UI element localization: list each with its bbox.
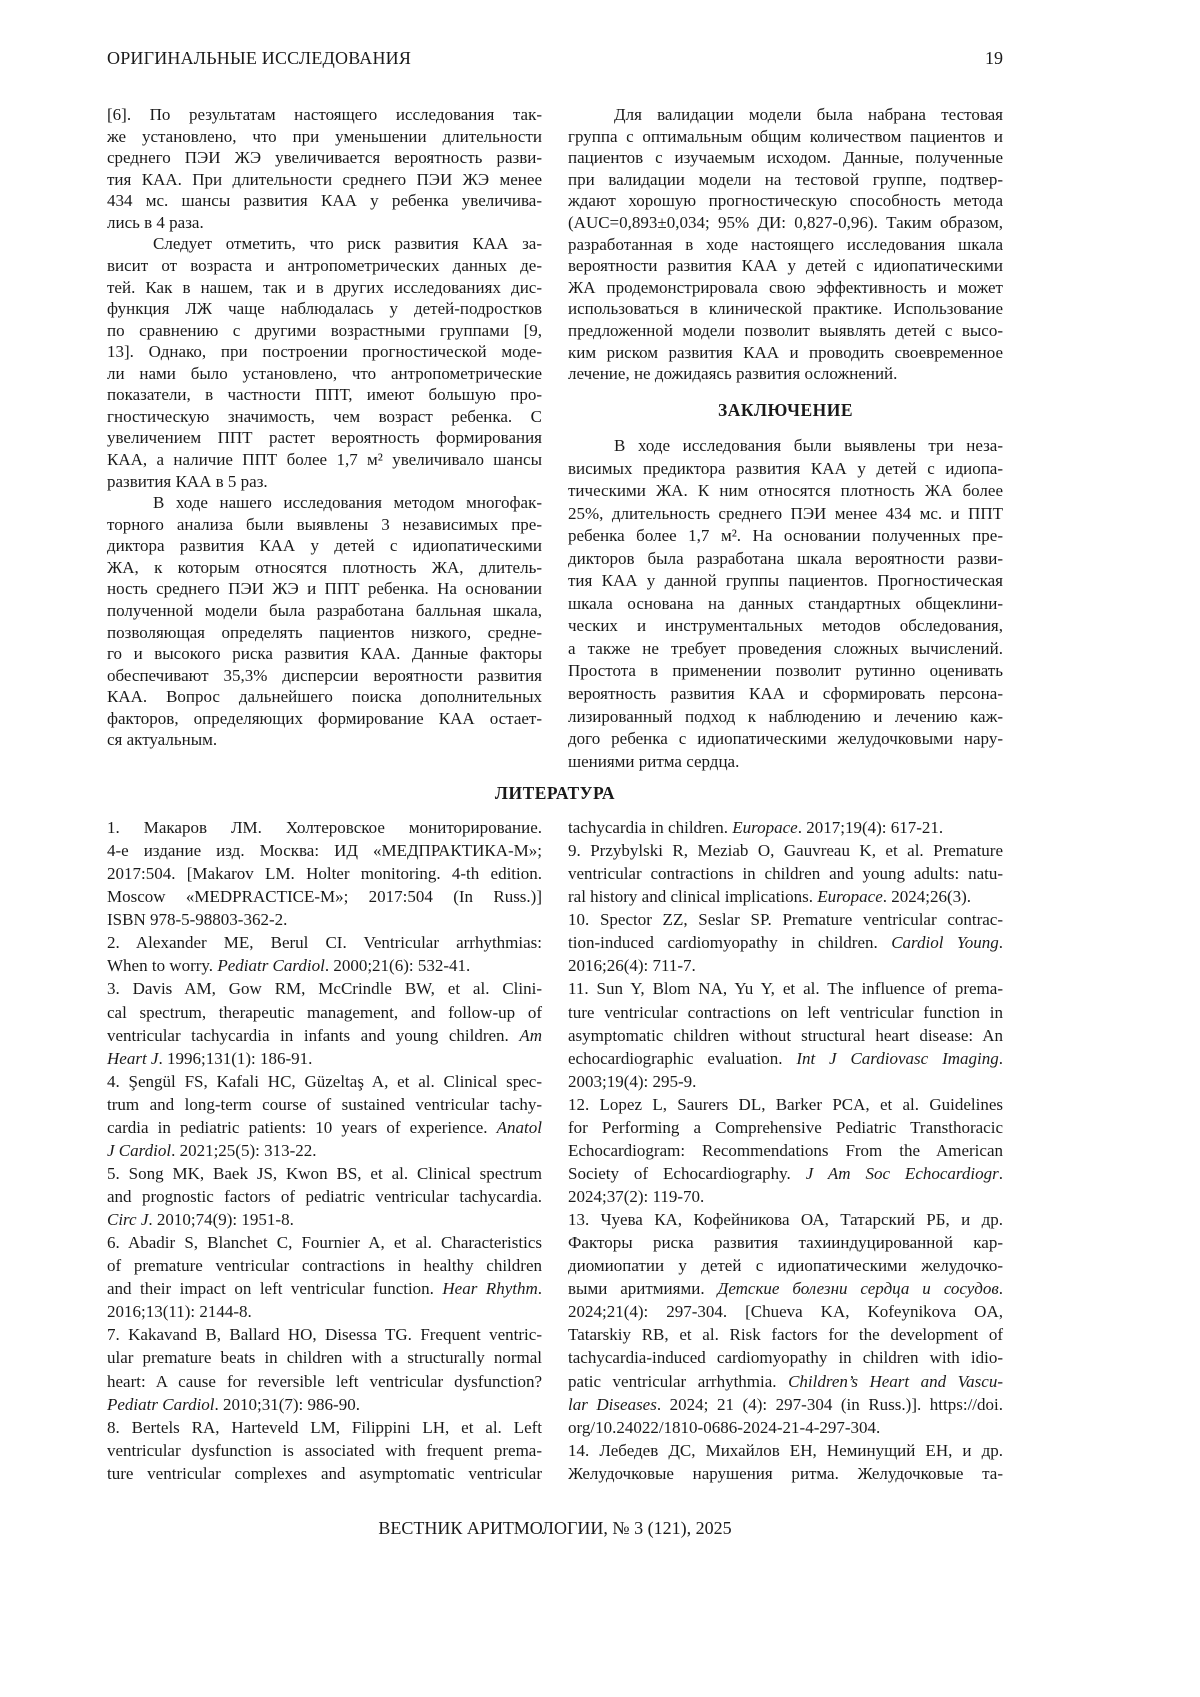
text-line	[568, 1231, 1003, 1254]
reference-item	[568, 1093, 1003, 1208]
text-line	[107, 1185, 542, 1208]
reference-item	[107, 1416, 542, 1485]
reference-text: 8. Bertels RA, Harteveld LM, Filippini LH, et al. Left	[107, 1418, 542, 1437]
reference-text: ular premature beats in children with a structurally normal	[107, 1348, 542, 1367]
reference-text: .	[538, 1279, 542, 1298]
text-line: показатели, в частности ППТ, имеют большую про-	[107, 384, 542, 406]
reference-text: 12. Lopez L, Saurers DL, Barker PCA, et al. Guidelines	[568, 1095, 1003, 1114]
paragraph	[107, 233, 542, 492]
text-line	[107, 1001, 542, 1024]
text-line: ЖА продемонстрировала свою эффективность и может	[568, 277, 1003, 299]
reference-text: . 2010;74(9): 1951-8.	[148, 1210, 293, 1229]
reference-item	[107, 816, 542, 931]
journal-title: lar Diseases	[568, 1395, 657, 1414]
reference-text: 14. Лебедев ДС, Михайлов ЕН, Неминущий ЕН, и др.	[568, 1441, 1003, 1460]
reference-text: cal spectrum, therapeutic management, and follow-up of	[107, 1003, 542, 1022]
text-line: ли нами было установлено, что антропометрические	[107, 363, 542, 385]
paragraph	[568, 435, 1003, 773]
references-heading: ЛИТЕРАТУРА	[107, 783, 1003, 804]
text-line: тия КАА. При длительности среднего ПЭИ ЖЭ менее	[107, 169, 542, 191]
reference-text: of premature ventricular contractions in healthy children	[107, 1256, 542, 1275]
text-line	[568, 1116, 1003, 1139]
reference-text: 1. Макаров ЛМ. Холтеровское мониторирование.	[107, 818, 542, 837]
text-line: а также не требует проведения сложных вычислений.	[568, 638, 1003, 661]
text-line	[568, 1208, 1003, 1231]
text-line	[107, 1093, 542, 1116]
text-line	[568, 1001, 1003, 1024]
text-line: (AUC=0,893±0,034; 95% ДИ: 0,827-0,96). Таким образом,	[568, 212, 1003, 234]
text-line	[568, 885, 1003, 908]
reference-text: tachycardia in children.	[568, 818, 732, 837]
reference-text: .	[999, 933, 1003, 952]
reference-text: 10. Spector ZZ, Seslar SP. Premature ventricular contrac-	[568, 910, 1003, 929]
text-line	[107, 816, 542, 839]
reference-text: ISBN 978-5-98803-362-2.	[107, 910, 287, 929]
journal-title: J Cardiol	[107, 1141, 171, 1160]
journal-title: Pediatr Cardiol	[107, 1395, 215, 1414]
text-line	[568, 1300, 1003, 1323]
reference-text: 2016;26(4): 711-7.	[568, 956, 696, 975]
text-line	[568, 1346, 1003, 1369]
text-line: Для валидации модели была набрана тестовая	[568, 104, 1003, 126]
text-line: Простота в применении позволит рутинно оценивать	[568, 660, 1003, 683]
text-line: лечение, не дожидаясь развития осложнений.	[568, 363, 1003, 385]
text-line: ждают хорошую прогностическую способность метода	[568, 190, 1003, 212]
reference-text: . 2010;31(7): 986-90.	[215, 1395, 360, 1414]
text-line: диктора развития КАА у детей с идиопатическими	[107, 535, 542, 557]
text-line: лись в 4 раза.	[107, 212, 542, 234]
text-line: В ходе нашего исследования методом многофак-	[107, 492, 542, 514]
text-line: тия КАА у данной группы пациентов. Прогностическая	[568, 570, 1003, 593]
text-line	[568, 931, 1003, 954]
paragraph	[568, 104, 1003, 385]
text-line: КАА, а наличие ППТ более 1,7 м² увеличивало шансы	[107, 449, 542, 471]
text-line: обеспечивают 35,3% дисперсии вероятности развития	[107, 665, 542, 687]
journal-title: Cardiol Young	[891, 933, 999, 952]
text-line: использоваться в клинической практике. Использование	[568, 298, 1003, 320]
reference-item	[568, 977, 1003, 1092]
text-line: Следует отметить, что риск развития КАА за-	[107, 233, 542, 255]
reference-text: ture ventricular complexes and asymptomatic ventricular	[107, 1464, 542, 1483]
journal-title: Hear Rhythm	[442, 1279, 537, 1298]
text-line	[107, 1346, 542, 1369]
journal-title: Детские болезни сердца и сосудов	[718, 1279, 999, 1298]
journal-title: Children’s Heart and Vascu-	[788, 1372, 1003, 1391]
paragraph	[107, 492, 542, 751]
text-line: предложенной модели позволит выявлять детей с высо-	[568, 320, 1003, 342]
journal-footer: ВЕСТНИК АРИТМОЛОГИИ, № 3 (121), 2025	[0, 1518, 1110, 1539]
body-column-left	[107, 104, 542, 751]
reference-text: tion-induced cardiomyopathy in children.	[568, 933, 891, 952]
paragraph	[107, 104, 542, 233]
reference-text: trum and long-term course of sustained ventricular tachy-	[107, 1095, 542, 1114]
text-line	[568, 1070, 1003, 1093]
journal-title: Am	[519, 1026, 542, 1045]
reference-text: 4-е издание изд. Москва: ИД «МЕДПРАКТИКА-М»;	[107, 841, 542, 860]
reference-text: ventricular contractions in children and young adults: natu-	[568, 864, 1003, 883]
page-number: 19	[985, 48, 1003, 69]
text-line	[107, 1047, 542, 1070]
text-line	[568, 1139, 1003, 1162]
reference-text: patic ventricular arrhythmia.	[568, 1372, 788, 1391]
text-line	[568, 1370, 1003, 1393]
text-line: висит от возраста и антропометрических данных де-	[107, 255, 542, 277]
reference-text: 3. Davis AM, Gow RM, McCrindle BW, et al. Clini-	[107, 979, 542, 998]
text-line: группа с оптимальным общим количеством пациентов и	[568, 126, 1003, 148]
text-line	[568, 1185, 1003, 1208]
text-line	[568, 1439, 1003, 1462]
text-line	[107, 1116, 542, 1139]
reference-item	[568, 1208, 1003, 1439]
text-line	[107, 1439, 542, 1462]
text-line: при валидации модели на тестовой группе, подтвер-	[568, 169, 1003, 191]
text-line: дикторов была разработана шкала вероятности разви-	[568, 548, 1003, 571]
text-line: ность среднего ПЭИ ЖЭ и ППТ ребенка. На основании	[107, 578, 542, 600]
text-line	[568, 977, 1003, 1000]
reference-text: for Performing a Comprehensive Pediatric Transthoracic	[568, 1118, 1003, 1137]
text-line: ческих и инструментальных методов обследования,	[568, 615, 1003, 638]
text-line	[107, 1393, 542, 1416]
reference-text: ral history and clinical implications.	[568, 887, 817, 906]
text-line: торного анализа были выявлены 3 независимых пре-	[107, 514, 542, 536]
text-line	[107, 1208, 542, 1231]
text-line	[568, 1047, 1003, 1070]
reference-text: 9. Przybylski R, Meziab O, Gauvreau K, et al. Premature	[568, 841, 1003, 860]
text-line	[568, 1254, 1003, 1277]
reference-text: ventricular tachycardia in infants and young children.	[107, 1026, 519, 1045]
text-line	[568, 1277, 1003, 1300]
reference-text: 2024;37(2): 119-70.	[568, 1187, 704, 1206]
text-line: вероятность развития КАА и сформировать персона-	[568, 683, 1003, 706]
text-line: функция ЛЖ чаще наблюдалась у детей-подростков	[107, 298, 542, 320]
reference-text: 11. Sun Y, Blom NA, Yu Y, et al. The influence of prema-	[568, 979, 1003, 998]
text-line	[568, 1093, 1003, 1116]
text-line: увеличением ППТ растет вероятность формирования	[107, 427, 542, 449]
text-line: 13]. Однако, при построении прогностической моде-	[107, 341, 542, 363]
reference-text: 6. Abadir S, Blanchet C, Fournier A, et al. Characteristics	[107, 1233, 542, 1252]
text-line	[568, 1323, 1003, 1346]
reference-text: Tatarskiy RB, et al. Risk factors for the development of	[568, 1325, 1003, 1344]
reference-item	[107, 977, 542, 1069]
reference-text: heart: A cause for reversible left ventricular dysfunction?	[107, 1372, 542, 1391]
reference-text: Желудочковые нарушения ритма. Желудочковые та-	[568, 1464, 1003, 1483]
body-column-right-top	[568, 104, 1003, 385]
text-line: пациентов с изучаемым исходом. Данные, полученные	[568, 147, 1003, 169]
reference-text: 2017:504. [Makarov LM. Holter monitoring. 4-th edition.	[107, 864, 542, 883]
reference-item	[568, 908, 1003, 977]
text-line: по сравнению с другими возрастными группами [9,	[107, 320, 542, 342]
reference-text: выми аритмиями.	[568, 1279, 718, 1298]
text-line	[107, 1162, 542, 1185]
text-line	[107, 885, 542, 908]
text-line: развития КАА в 5 раз.	[107, 471, 542, 493]
text-line	[107, 954, 542, 977]
text-line: позволяющая определять пациентов низкого, средне-	[107, 622, 542, 644]
running-head-section: ОРИГИНАЛЬНЫЕ ИССЛЕДОВАНИЯ	[107, 48, 411, 69]
journal-title: Circ J	[107, 1210, 148, 1229]
text-line	[568, 908, 1003, 931]
reference-text: echocardiographic evaluation.	[568, 1049, 796, 1068]
reference-text: Moscow «MEDPRACTICE-M»; 2017:504 (In Russ.)]	[107, 887, 542, 906]
reference-item	[107, 1162, 542, 1231]
text-line: факторов, определяющих формирование КАА остает-	[107, 708, 542, 730]
reference-text: asymptomatic children without structural heart disease: An	[568, 1026, 1003, 1045]
text-line	[568, 862, 1003, 885]
journal-title: Pediatr Cardiol	[217, 956, 325, 975]
text-line	[107, 931, 542, 954]
text-line	[107, 1323, 542, 1346]
text-line	[107, 862, 542, 885]
text-line	[568, 839, 1003, 862]
text-line	[568, 816, 1003, 839]
text-line: тей. Как в нашем, так и в других исследованиях дис-	[107, 277, 542, 299]
text-line: разработанная в ходе настоящего исследования шкала	[568, 234, 1003, 256]
reference-text: 5. Song MK, Baek JS, Kwon BS, et al. Clinical spectrum	[107, 1164, 542, 1183]
conclusion-heading: ЗАКЛЮЧЕНИЕ	[568, 400, 1003, 421]
text-line	[107, 1416, 542, 1439]
text-line	[107, 839, 542, 862]
reference-text: .	[999, 1049, 1003, 1068]
text-line	[107, 1139, 542, 1162]
text-line	[568, 1462, 1003, 1485]
reference-text: org/10.24022/1810-0686-2024-21-4-297-304.	[568, 1418, 880, 1437]
journal-title: J Am Soc Echocardiogr	[806, 1164, 999, 1183]
text-line: КАА. Вопрос дальнейшего поиска дополнительных	[107, 686, 542, 708]
text-line	[107, 908, 542, 931]
text-line	[568, 1024, 1003, 1047]
text-line	[107, 1300, 542, 1323]
text-line	[107, 1254, 542, 1277]
text-line: В ходе исследования были выявлены три неза-	[568, 435, 1003, 458]
text-line: ся актуальным.	[107, 729, 542, 751]
text-line: шкала основана на данных стандартных общеклини-	[568, 593, 1003, 616]
journal-title: Anatol	[497, 1118, 542, 1137]
reference-text: 4. Şengül FS, Kafali HC, Güzeltaş A, et al. Clinical spec-	[107, 1072, 542, 1091]
text-line: лизированный подход к наблюдению и лечению каж-	[568, 706, 1003, 729]
text-line: [6]. По результатам настоящего исследования так-	[107, 104, 542, 126]
text-line: среднего ПЭИ ЖЭ увеличивается вероятность разви-	[107, 147, 542, 169]
text-line	[568, 954, 1003, 977]
reference-text: .	[999, 1279, 1003, 1298]
journal-title: Heart J	[107, 1049, 158, 1068]
reference-text: When to worry.	[107, 956, 217, 975]
reference-text: 7. Kakavand B, Ballard HO, Disessa TG. Frequent ventric-	[107, 1325, 542, 1344]
reference-text: . 2024;26(3).	[883, 887, 971, 906]
text-line: ребенка более 1,7 м². На основании полученных пре-	[568, 525, 1003, 548]
reference-text: 2024;21(4): 297-304. [Chueva KA, Kofeynikova OA,	[568, 1302, 1003, 1321]
references-column-right	[568, 816, 1003, 1485]
body-column-right-conclusion	[568, 435, 1003, 773]
text-line: висимых предиктора развития КАА у детей с идиопа-	[568, 458, 1003, 481]
text-line: 25%, длительность среднего ПЭИ менее 434 мс. и ППТ	[568, 503, 1003, 526]
reference-item	[107, 931, 542, 977]
text-line: дого ребенка с идиопатическими желудочковыми нару-	[568, 728, 1003, 751]
text-line: вероятности развития КАА у детей с идиопатическими	[568, 255, 1003, 277]
reference-text: and prognostic factors of pediatric ventricular tachycardia.	[107, 1187, 542, 1206]
text-line	[107, 977, 542, 1000]
reference-text: диомиопатии у детей с идиопатическими желудочко-	[568, 1256, 1003, 1275]
text-line	[107, 1070, 542, 1093]
text-line: шениями ритма сердца.	[568, 751, 1003, 774]
text-line	[568, 1393, 1003, 1416]
reference-item	[568, 839, 1003, 908]
text-line	[107, 1370, 542, 1393]
reference-text: Факторы риска развития тахииндуцированной кар-	[568, 1233, 1003, 1252]
reference-text: . 2000;21(6): 532-41.	[325, 956, 470, 975]
reference-text: 2. Alexander ME, Berul CI. Ventricular arrhythmias:	[107, 933, 542, 952]
reference-text: and their impact on left ventricular function.	[107, 1279, 442, 1298]
text-line: полученной модели была разработана балльная шкала,	[107, 600, 542, 622]
reference-text: . 2021;25(5): 313-22.	[171, 1141, 316, 1160]
references-column-left	[107, 816, 542, 1485]
reference-text: . 2017;19(4): 617-21.	[798, 818, 943, 837]
text-line	[107, 1024, 542, 1047]
text-line: тическими ЖА. К ним относятся плотность ЖА более	[568, 480, 1003, 503]
journal-title: Europace	[732, 818, 797, 837]
reference-item	[568, 816, 1003, 839]
reference-text: tachycardia-induced cardiomyopathy in children with idio-	[568, 1348, 1003, 1367]
reference-text: . 1996;131(1): 186-91.	[158, 1049, 312, 1068]
text-line	[568, 1416, 1003, 1439]
text-line: ЖА, к которым относятся плотность ЖА, длитель-	[107, 557, 542, 579]
reference-text: .	[999, 1164, 1003, 1183]
text-line	[107, 1277, 542, 1300]
reference-item	[107, 1070, 542, 1162]
reference-text: 13. Чуева КА, Кофейникова ОА, Татарский РБ, и др.	[568, 1210, 1003, 1229]
text-line: 434 мс. шансы развития КАА у ребенка увеличива-	[107, 190, 542, 212]
reference-item	[107, 1231, 542, 1323]
reference-item	[107, 1323, 542, 1415]
reference-text: ventricular dysfunction is associated with frequent prema-	[107, 1441, 542, 1460]
text-line: гностическую значимость, чем возраст ребенка. С	[107, 406, 542, 428]
reference-text: . 2024; 21 (4): 297-304 (in Russ.)]. https://doi.	[657, 1395, 1003, 1414]
text-line: ким риском развития КАА и проводить своевременное	[568, 342, 1003, 364]
text-line	[568, 1162, 1003, 1185]
text-line: го и высокого риска развития КАА. Данные факторы	[107, 643, 542, 665]
text-line: же установлено, что при уменьшении длительности	[107, 126, 542, 148]
text-line	[107, 1462, 542, 1485]
reference-text: cardia in pediatric patients: 10 years of experience.	[107, 1118, 497, 1137]
reference-text: Echocardiogram: Recommendations From the American	[568, 1141, 1003, 1160]
reference-text: ture ventricular contractions on left ventricular function in	[568, 1003, 1003, 1022]
journal-title: Int J Cardiovasc Imaging	[796, 1049, 998, 1068]
reference-item	[568, 1439, 1003, 1485]
reference-text: 2003;19(4): 295-9.	[568, 1072, 696, 1091]
text-line	[107, 1231, 542, 1254]
reference-text: Society of Echocardiography.	[568, 1164, 806, 1183]
reference-text: 2016;13(11): 2144-8.	[107, 1302, 252, 1321]
journal-title: Europace	[817, 887, 882, 906]
